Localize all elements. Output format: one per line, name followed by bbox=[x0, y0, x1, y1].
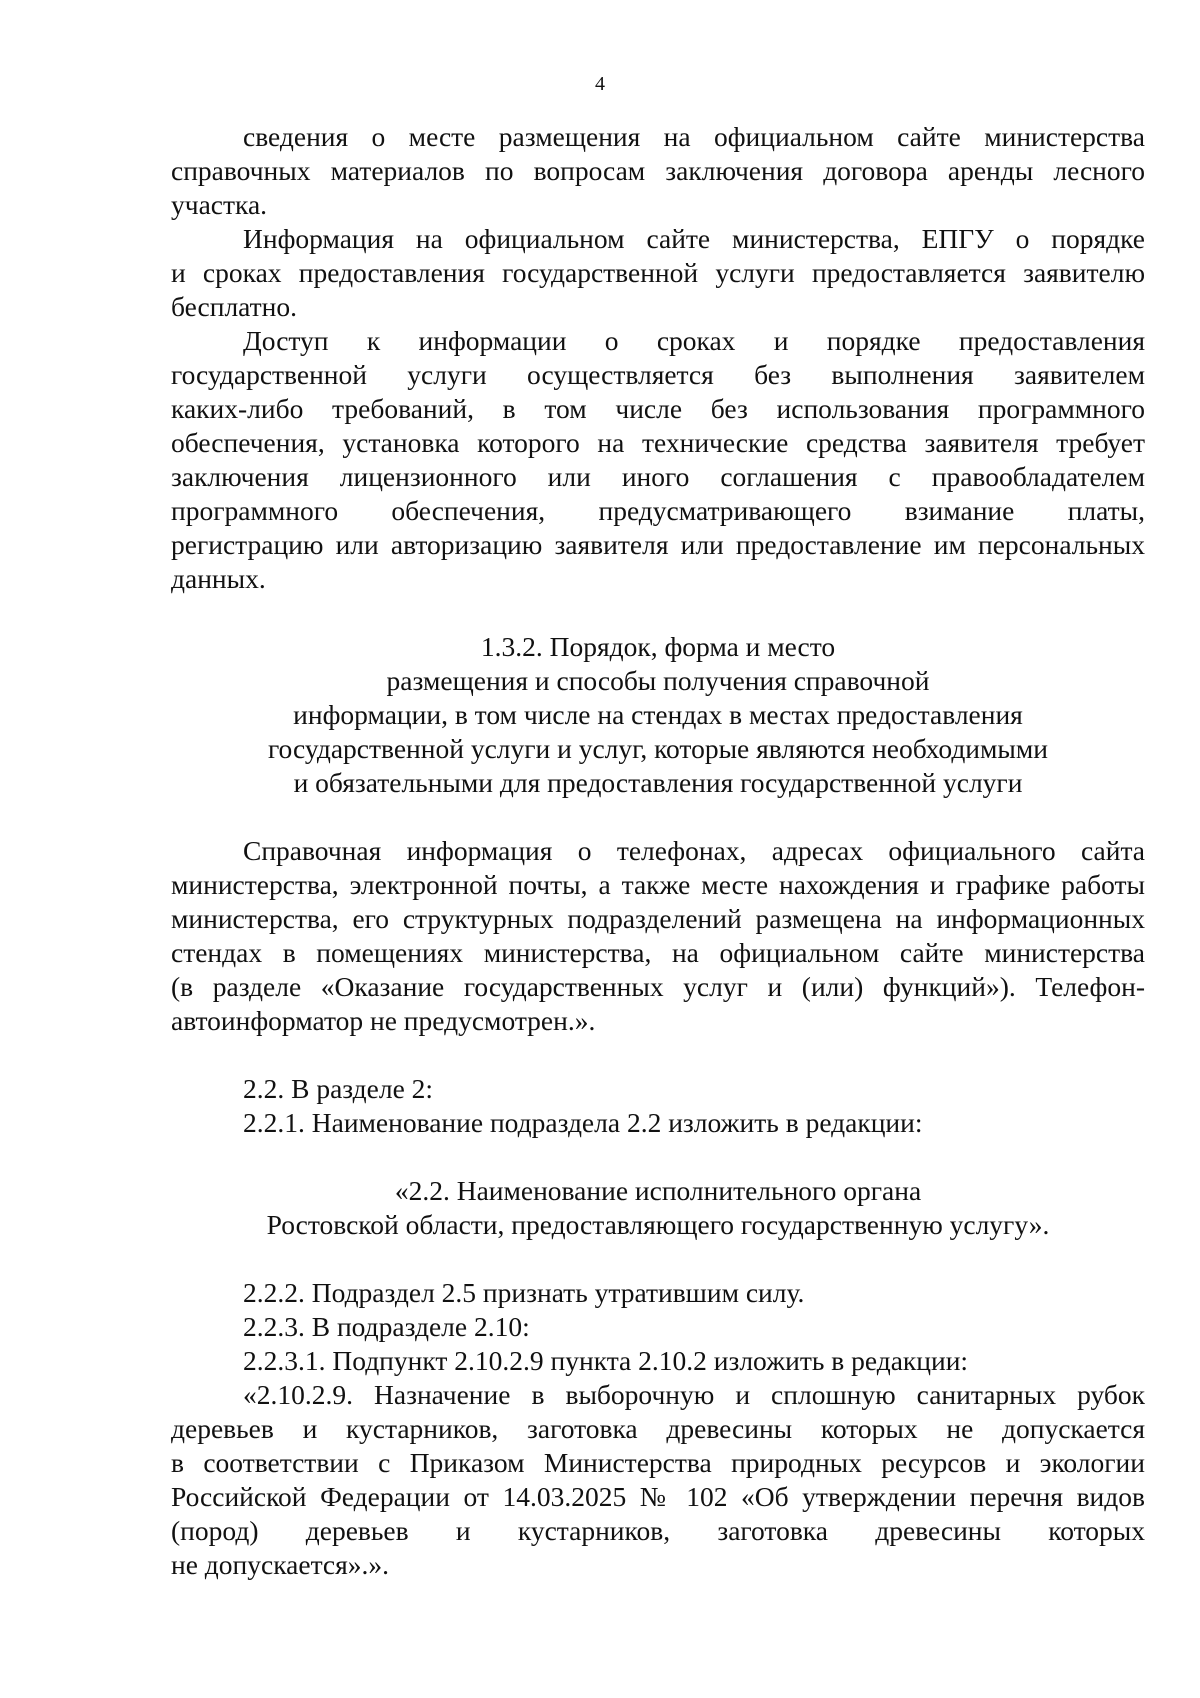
text-line: министерства, его структурных подразделений размещена на информационных bbox=[171, 903, 1145, 934]
text-line: министерства, электронной почты, а также месте нахождения и графике работы bbox=[171, 869, 1145, 900]
text-line: (пород) деревьев и кустарников, заготовка древесины которых bbox=[171, 1515, 1145, 1546]
text-line: бесплатно. bbox=[171, 291, 298, 322]
paragraph-access bbox=[171, 324, 1145, 596]
page-number: 4 bbox=[595, 73, 605, 95]
clause-2-2-2: 2.2.2. Подраздел 2.5 признать утратившим силу. bbox=[243, 1277, 805, 1308]
spacer bbox=[171, 800, 1145, 834]
spacer bbox=[171, 596, 1145, 630]
text-line: Российской Федерации от 14.03.2025 № 102 «Об утверждении перечня видов bbox=[171, 1481, 1145, 1512]
text-line: сведения о месте размещения на официальном сайте министерства bbox=[243, 121, 1145, 152]
heading-line: Ростовской области, предоставляющего государственную услугу». bbox=[266, 1209, 1050, 1240]
text-line: программного обеспечения, предусматривающего взимание платы, bbox=[171, 495, 1145, 526]
text-line: «2.10.2.9. Назначение в выборочную и сплошную санитарных рубок bbox=[243, 1379, 1145, 1410]
paragraph-quoted-clause-2-10-2-9 bbox=[171, 1378, 1145, 1582]
text-line: в соответствии с Приказом Министерства природных ресурсов и экологии bbox=[171, 1447, 1145, 1478]
heading-line: государственной услуги и услуг, которые являются необходимыми bbox=[267, 733, 1049, 764]
paragraph-site-info bbox=[171, 120, 1145, 222]
heading-line: 1.3.2. Порядок, форма и место bbox=[480, 631, 836, 662]
text-line: обеспечения, установка которого на технические средства заявителя требует bbox=[171, 427, 1145, 458]
section-heading-1-3-2 bbox=[171, 630, 1145, 800]
paragraph-free-info bbox=[171, 222, 1145, 324]
spacer bbox=[171, 1140, 1145, 1174]
text-line: государственной услуги осуществляется без выполнения заявителем bbox=[171, 359, 1145, 390]
text-line: автоинформатор не предусмотрен.». bbox=[171, 1005, 596, 1036]
text-line: Информация на официальном сайте министерства, ЕПГУ о порядке bbox=[243, 223, 1145, 254]
spacer bbox=[171, 1242, 1145, 1276]
text-line: данных. bbox=[171, 563, 266, 594]
text-line: Справочная информация о телефонах, адресах официального сайта bbox=[243, 835, 1145, 866]
text-line: Доступ к информации о сроках и порядке предоставления bbox=[243, 325, 1145, 356]
text-line: стендах в помещениях министерства, на официальном сайте министерства bbox=[171, 937, 1145, 968]
section-heading-2-2 bbox=[171, 1174, 1145, 1242]
text-line: справочных материалов по вопросам заключения договора аренды лесного bbox=[171, 155, 1145, 186]
heading-line: информации, в том числе на стендах в местах предоставления bbox=[293, 699, 1023, 730]
text-line: не допускается».». bbox=[171, 1549, 390, 1580]
clause-2-2-3: 2.2.3. В подразделе 2.10: bbox=[243, 1311, 530, 1342]
clause-2-2-1: 2.2.1. Наименование подраздела 2.2 изложить в редакции: bbox=[243, 1107, 923, 1138]
text-line: и сроках предоставления государственной услуги предоставляется заявителю bbox=[171, 257, 1145, 288]
heading-line: «2.2. Наименование исполнительного органа bbox=[394, 1175, 922, 1206]
text-line: участка. bbox=[171, 189, 268, 220]
text-line: каких-либо требований, в том числе без использования программного bbox=[171, 393, 1145, 424]
clause-2-2: 2.2. В разделе 2: bbox=[243, 1073, 434, 1104]
heading-line: и обязательными для предоставления государственной услуги bbox=[293, 767, 1023, 798]
text-line: заключения лицензионного или иного соглашения с правообладателем bbox=[171, 461, 1145, 492]
clause-2-2-3-1: 2.2.3.1. Подпункт 2.10.2.9 пункта 2.10.2 изложить в редакции: bbox=[243, 1345, 969, 1376]
text-line: регистрацию или авторизацию заявителя или предоставление им персональных bbox=[171, 529, 1145, 560]
paragraph-reference-info bbox=[171, 834, 1145, 1038]
text-line: (в разделе «Оказание государственных услуг и (или) функций»). Телефон- bbox=[171, 971, 1145, 1002]
text-line: деревьев и кустарников, заготовка древесины которых не допускается bbox=[171, 1413, 1145, 1444]
document-body bbox=[171, 120, 1145, 1582]
heading-line: размещения и способы получения справочной bbox=[386, 665, 930, 696]
spacer bbox=[171, 1038, 1145, 1072]
